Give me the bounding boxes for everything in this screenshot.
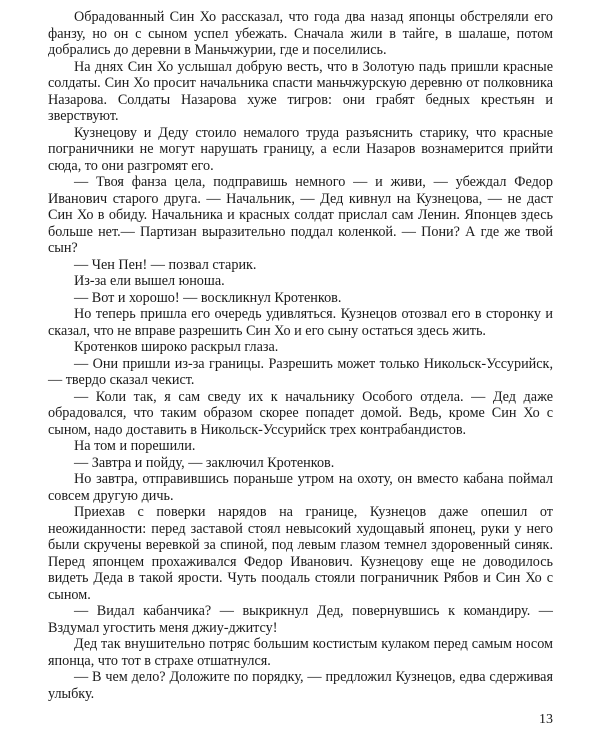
paragraph: На том и порешили.	[74, 438, 196, 454]
paragraph: — Они пришли из-за границы. Разрешить может только Никольск-Уссурийск, — твердо сказал чекист.	[48, 355, 553, 388]
paragraph: Кузнецову и Деду стоило немалого труда разъяснить старику, что красные пограничники не могут нарушать границу, а если Назаров вознамерится прийти сюда, то они разгромят его.	[48, 124, 553, 174]
page-body	[48, 9, 553, 702]
paragraph: — Твоя фанза цела, подправишь немного — и живи, — убеждал Федор Иванович старого друга. — Начальник, — Дед кивнул на Кузнецова, — не даст Син Хо в обиду. Начальника и красных солдат прислал сам Ленин. Японцев здесь больше нет.— Партизан выразительно поддал коленкой. — Пони? А где же твой сын?	[48, 174, 553, 256]
paragraph: — Коли так, я сам сведу их к начальнику Особого отдела. — Дед даже обрадовался, что таким образом скорее попадет домой. Ведь, кроме Син Хо с сыном, надо доставить в Никольск-Уссурийск трех контрабандистов.	[48, 388, 553, 438]
paragraph: — В чем дело? Доложите по порядку, — предложил Кузнецов, едва сдерживая улыбку.	[48, 669, 553, 702]
paragraph: — Чен Пен! — позвал старик.	[74, 256, 257, 273]
paragraph: — Видал кабанчика? — выкрикнул Дед, повернувшись к командиру. — Вздумал угостить меня джиу-джитсу!	[48, 603, 553, 636]
paragraph: Кротенков широко раскрыл глаза.	[74, 339, 279, 355]
paragraph: Но завтра, отправившись пораньше утром на охоту, он вместо кабана поймал совсем другую дичь.	[48, 471, 553, 504]
paragraph: Приехав с поверки нарядов на границе, Кузнецов даже опешил от неожиданности: перед заставой стоял невысокий худощавый японец, руки у него были скручены веревкой за спиной, под левым глазом темнел здоровенный синяк. Перед японцем прохаживался Федор Иванович. Кузнецову еще не доводилось видеть Деда в такой ярости. Чуть поодаль стояли пограничник Рябов и Син Хо с сыном.	[48, 504, 553, 603]
paragraph: Дед так внушительно потряс большим костистым кулаком перед самым носом японца, что тот в страхе отшатнулся.	[48, 636, 553, 669]
paragraph: — Вот и хорошо! — воскликнул Кротенков.	[74, 289, 342, 306]
page-number: 13	[539, 712, 553, 727]
paragraph: Но теперь пришла его очередь удивляться. Кузнецов отозвал его в сторонку и сказал, что не вправе разрешить Син Хо и его сыну остаться здесь жить.	[48, 306, 553, 339]
paragraph: — Завтра и пойду, — заключил Кротенков.	[74, 454, 335, 471]
paragraph: Из-за ели вышел юноша.	[74, 273, 225, 289]
paragraph: Обрадованный Син Хо рассказал, что года два назад японцы обстреляли его фанзу, но он с сыном успел убежать. Сначала жили в тайге, в шалаше, потом добрались до деревни в Маньчжурии, где и поселились.	[48, 9, 553, 58]
paragraph: На днях Син Хо услышал добрую весть, что в Золотую падь пришли красные солдаты. Син Хо просит начальника спасти маньчжурскую деревню от полковника Назарова. Солдаты Назарова хуже тигров: они грабят бедных крестьян и зверствуют.	[48, 58, 553, 124]
